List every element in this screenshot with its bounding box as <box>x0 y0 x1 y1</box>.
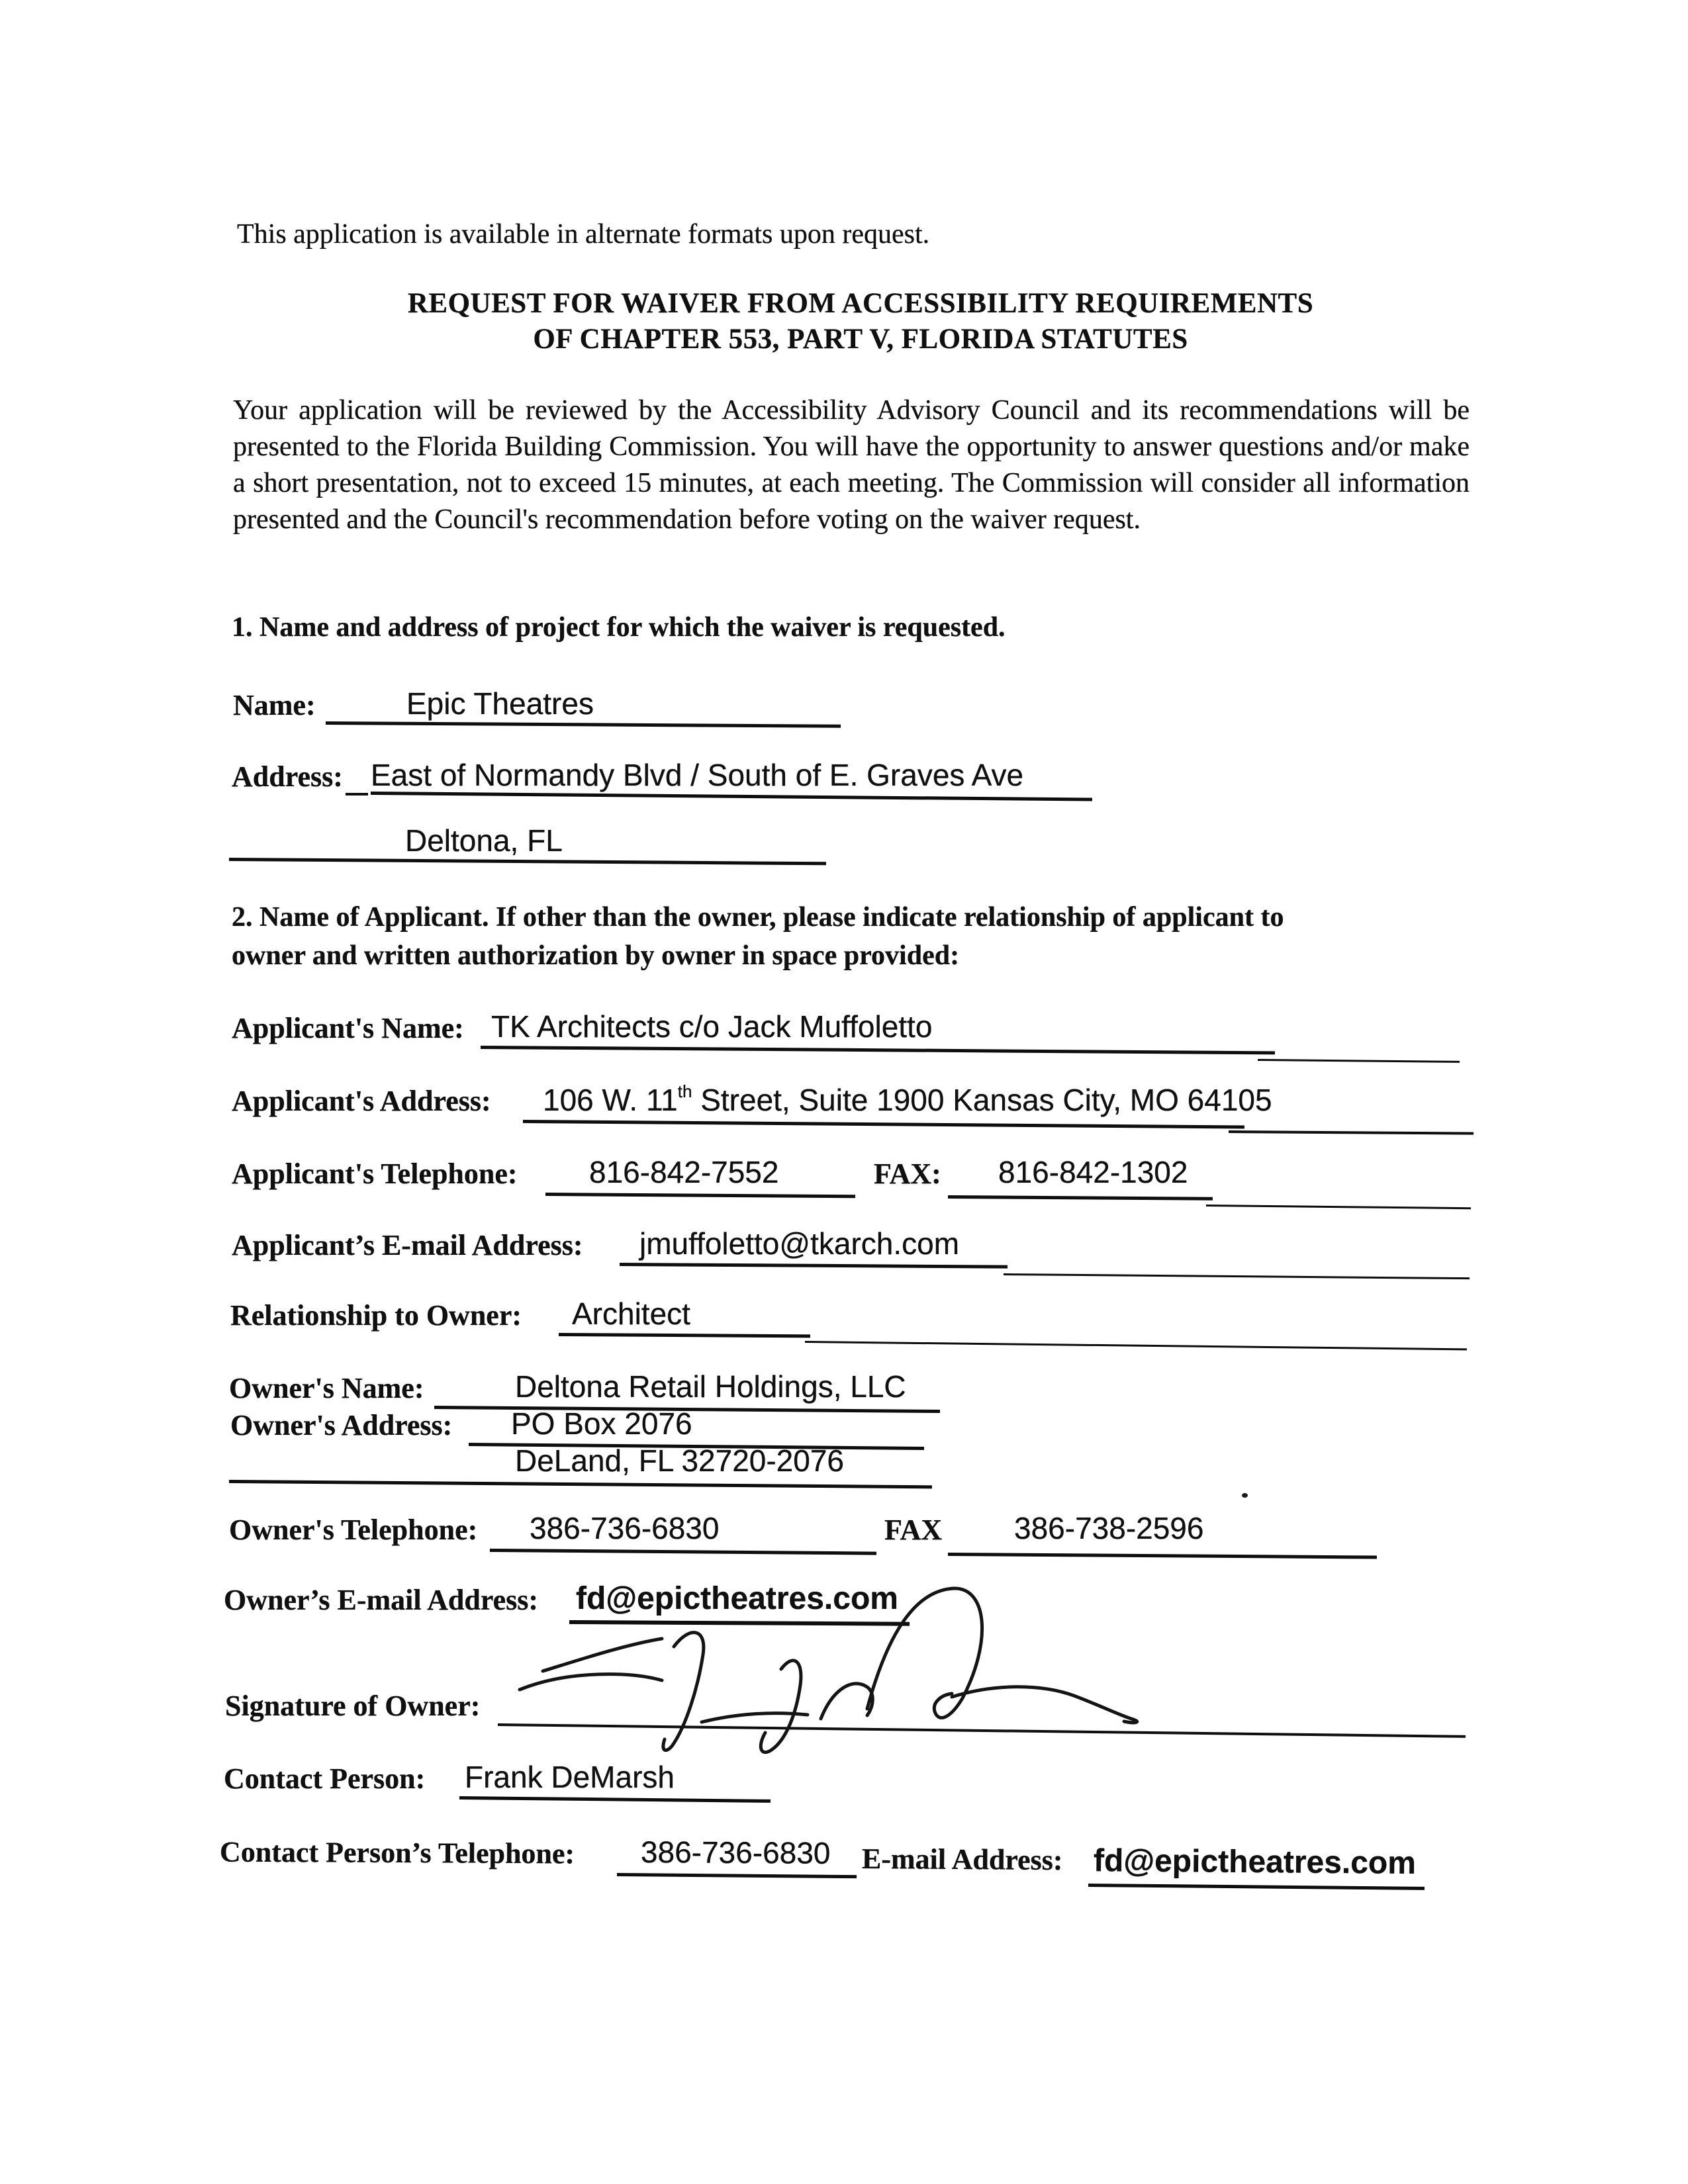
applicant-fax-value: 816-842-1302 <box>998 1155 1188 1189</box>
applicant-email-value: jmuffoletto@tkarch.com <box>639 1226 960 1261</box>
fill-line <box>545 1193 855 1198</box>
alternate-formats-notice: This application is available in alternate formats upon request. <box>237 219 930 250</box>
owner-address-label: Owner's Address: <box>230 1409 453 1441</box>
contact-phone-value: 386-736-6830 <box>640 1835 831 1870</box>
contact-email-label: E-mail Address: <box>861 1842 1063 1877</box>
fill-line <box>948 1195 1213 1201</box>
fill-line <box>229 1480 932 1488</box>
applicant-address-label: Applicant's Address: <box>232 1085 491 1117</box>
owner-email-label: Owner’s E-mail Address: <box>224 1584 539 1616</box>
project-address-value: East of Normandy Blvd / South of E. Graves Ave <box>371 758 1024 792</box>
owner-phone-value: 386-736-6830 <box>530 1511 720 1545</box>
project-name-label: Name: <box>233 689 316 721</box>
owner-address-value2: DeLand, FL 32720-2076 <box>515 1443 845 1478</box>
applicant-email-label: Applicant’s E-mail Address: <box>232 1229 583 1261</box>
owner-fax-value: 386-738-2596 <box>1014 1511 1204 1545</box>
owner-name-value: Deltona Retail Holdings, LLC <box>515 1369 906 1404</box>
applicant-address-value <box>543 1081 1272 1118</box>
fill-line <box>229 858 826 865</box>
scan-speck <box>1242 1493 1248 1498</box>
owner-fax-label: FAX <box>884 1514 943 1546</box>
contact-email-value: fd@epictheatres.com <box>1093 1843 1417 1881</box>
fill-line <box>459 1796 771 1803</box>
owner-signature-image <box>463 1555 1192 1774</box>
applicant-address-number: 106 W. 11 <box>543 1083 678 1117</box>
intro-paragraph: Your application will be reviewed by the Accessibility Advisory Council and its recommendations will be presented to the Florida Building Commission. You will have the opportunity to answer questions and/or make a short presentation, not to exceed 15 minutes, at each meeting. The Commission will consider all information presented and the Council's recommendation before voting on the waiver request. <box>233 395 1470 535</box>
applicant-name-label: Applicant's Name: <box>232 1012 464 1044</box>
owner-email-value: fd@epictheatres.com <box>576 1581 898 1616</box>
fill-line <box>620 1263 1008 1269</box>
applicant-name-value: TK Architects c/o Jack Muffoletto <box>491 1009 933 1044</box>
contact-person-value: Frank DeMarsh <box>465 1760 675 1794</box>
fill-line <box>1206 1205 1471 1209</box>
applicant-address-rest: Street, Suite 1900 Kansas City, MO 64105 <box>692 1083 1272 1117</box>
form-title <box>232 286 1489 357</box>
fill-line <box>617 1873 857 1878</box>
fill-line <box>346 793 368 796</box>
section2-heading-line1: 2. Name of Applicant. If other than the owner, please indicate relationship of applicant to <box>232 902 1284 933</box>
fill-line <box>326 721 841 728</box>
fill-line <box>1088 1884 1425 1890</box>
fill-line <box>481 1046 1275 1054</box>
fill-line <box>490 1549 876 1555</box>
form-title-line1: REQUEST FOR WAIVER FROM ACCESSIBILITY REQUIREMENTS <box>407 288 1314 319</box>
fill-line <box>523 1120 1244 1129</box>
applicant-phone-label: Applicant's Telephone: <box>232 1158 518 1190</box>
contact-person-label: Contact Person: <box>224 1762 426 1795</box>
contact-phone-label: Contact Person’s Telephone: <box>219 1835 575 1870</box>
owner-address-value: PO Box 2076 <box>511 1406 692 1441</box>
fill-line <box>1258 1059 1460 1063</box>
form-title-line2: OF CHAPTER 553, PART V, FLORIDA STATUTES <box>533 324 1188 355</box>
section1-heading: 1. Name and address of project for which the waiver is requested. <box>232 612 1006 643</box>
project-address-label: Address: <box>232 760 343 793</box>
fill-line <box>1229 1130 1474 1135</box>
fill-line <box>371 792 1092 801</box>
fill-line <box>805 1341 1467 1350</box>
owner-phone-label: Owner's Telephone: <box>229 1514 478 1546</box>
fill-line <box>1004 1273 1470 1279</box>
fill-line <box>559 1333 810 1338</box>
relationship-label: Relationship to Owner: <box>230 1299 522 1332</box>
project-name-value: Epic Theatres <box>406 686 594 721</box>
signature-label: Signature of Owner: <box>225 1690 481 1722</box>
applicant-fax-label: FAX: <box>874 1158 941 1190</box>
relationship-value: Architect <box>572 1297 690 1331</box>
section2-heading-line2: owner and written authorization by owner in space provided: <box>232 940 960 971</box>
owner-name-label: Owner's Name: <box>229 1372 424 1404</box>
applicant-phone-value: 816-842-7552 <box>589 1155 779 1189</box>
applicant-address-ordinal: th <box>677 1081 692 1101</box>
project-address-value2: Deltona, FL <box>405 823 563 858</box>
